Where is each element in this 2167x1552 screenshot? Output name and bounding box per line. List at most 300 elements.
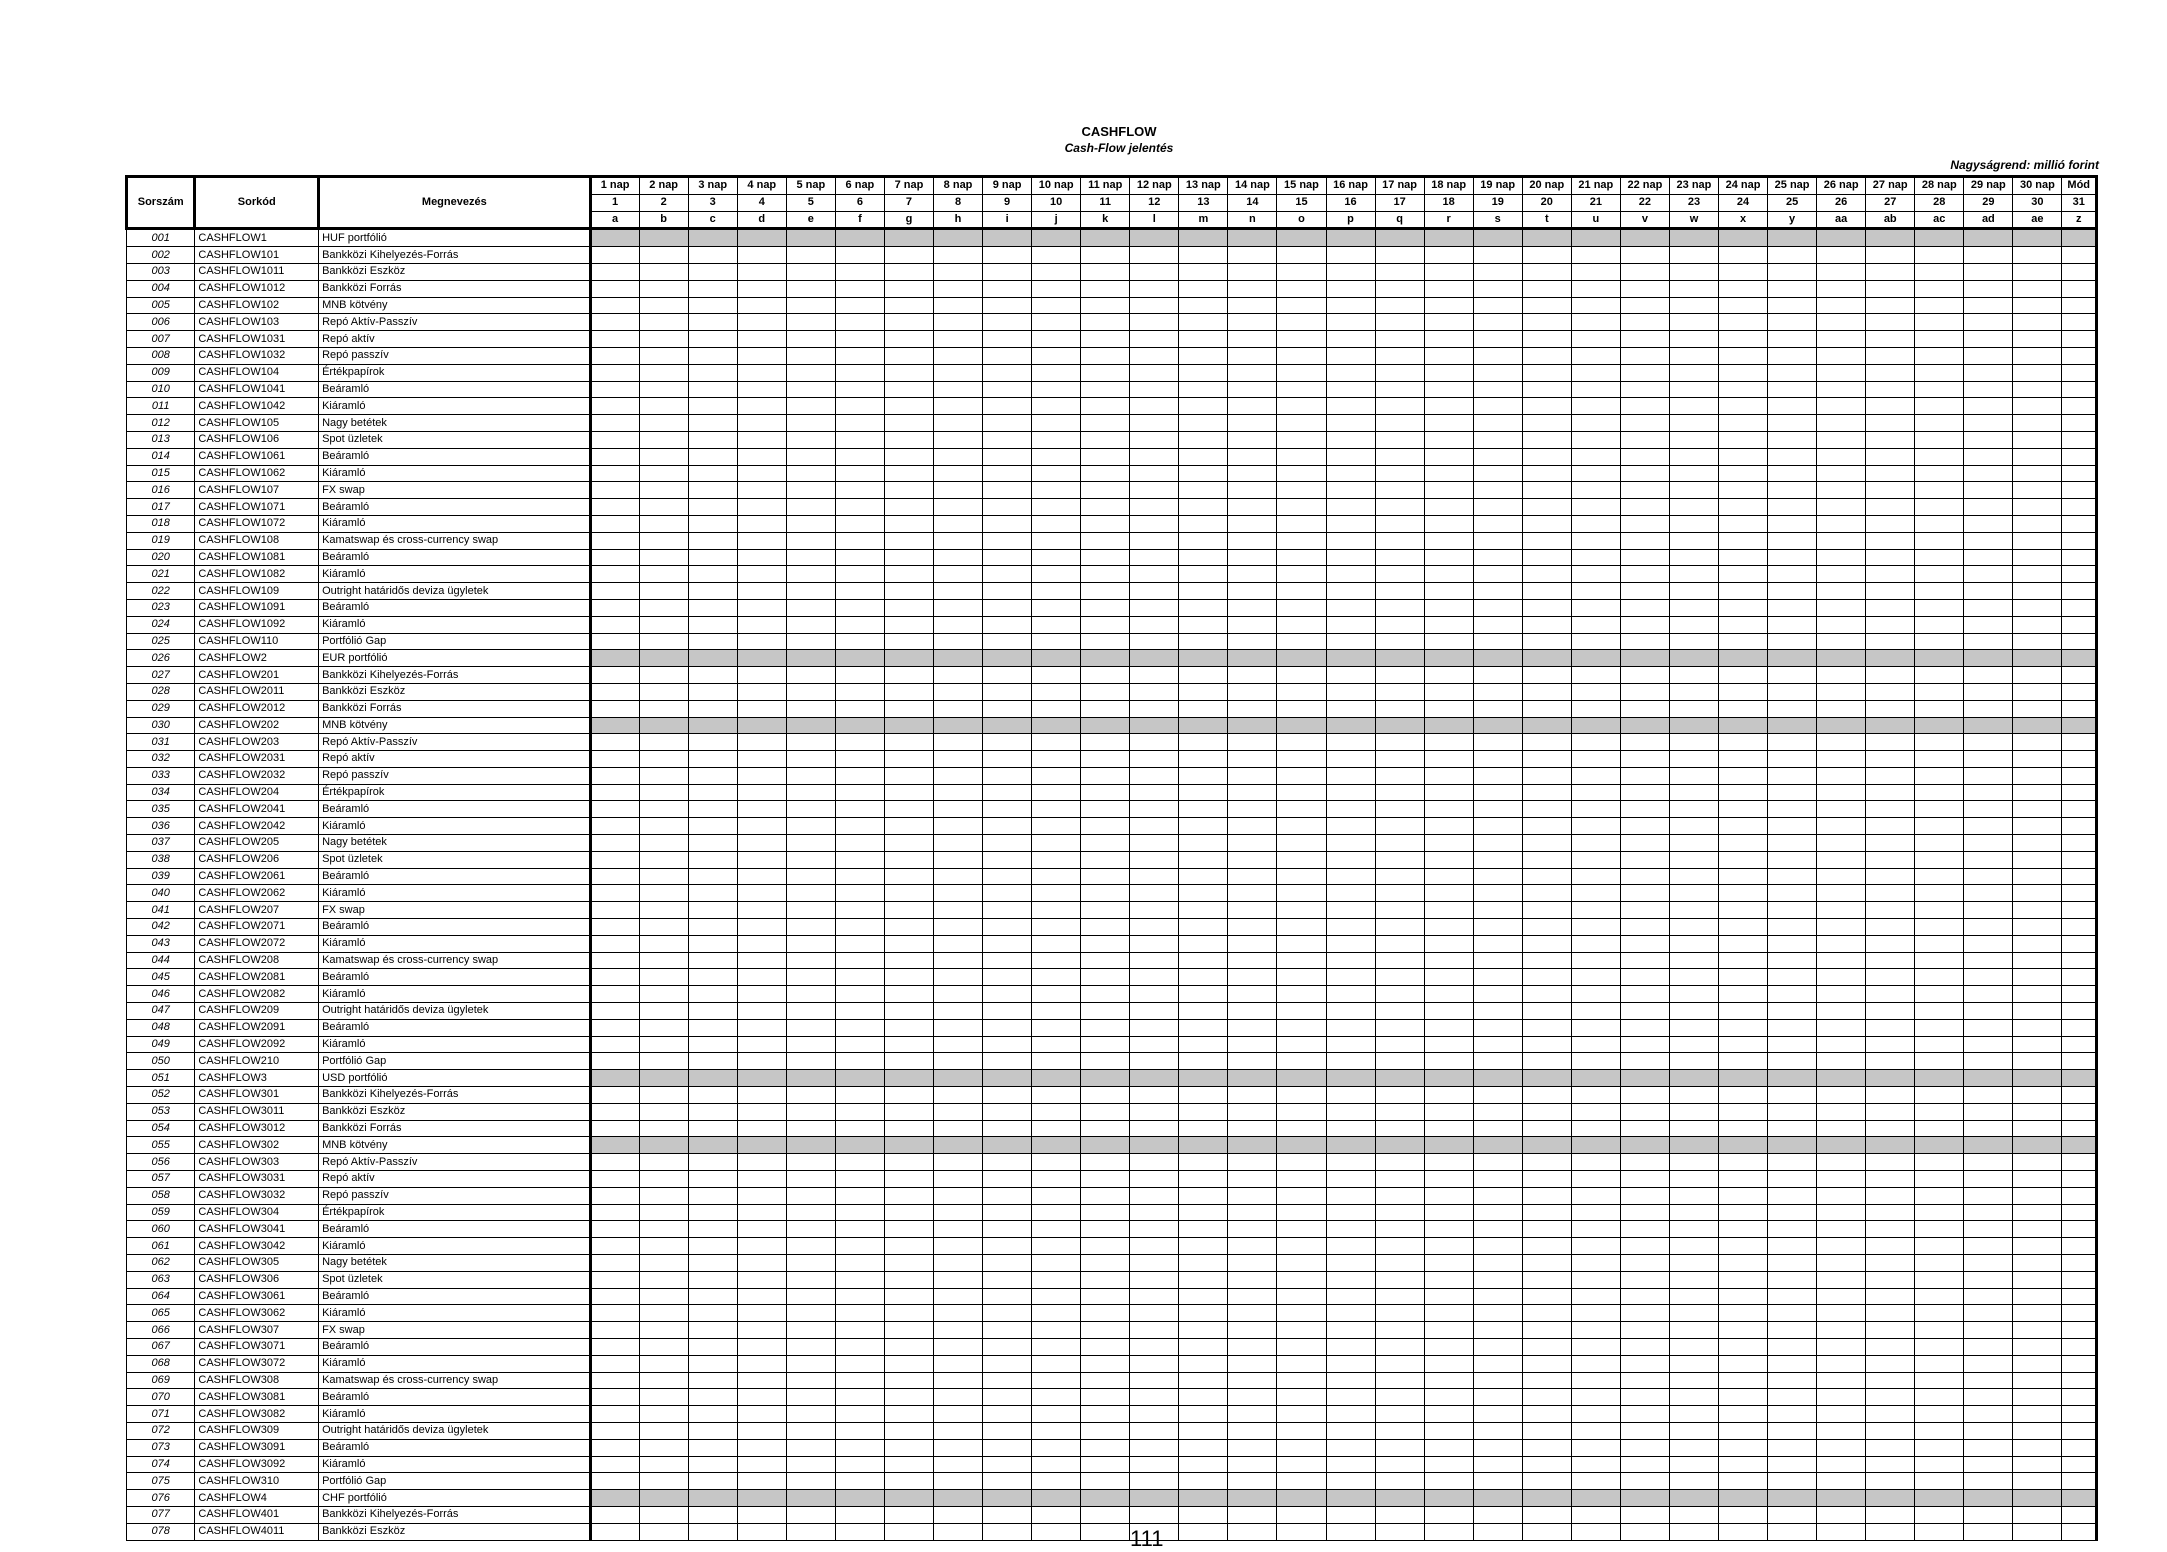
data-cell[interactable] — [1620, 919, 1669, 936]
data-cell[interactable] — [1130, 835, 1179, 852]
data-cell[interactable] — [1081, 1473, 1130, 1490]
data-cell[interactable] — [835, 331, 884, 348]
data-cell[interactable] — [737, 818, 786, 835]
data-cell[interactable] — [2013, 969, 2062, 986]
data-cell[interactable] — [1424, 431, 1473, 448]
data-cell[interactable] — [1817, 415, 1866, 432]
data-cell[interactable] — [786, 1372, 835, 1389]
data-cell[interactable] — [688, 1305, 737, 1322]
data-cell[interactable] — [1817, 1305, 1866, 1322]
data-cell[interactable] — [983, 784, 1032, 801]
data-cell[interactable] — [2062, 263, 2097, 280]
data-cell[interactable] — [786, 1053, 835, 1070]
data-cell[interactable] — [1179, 1171, 1228, 1188]
data-cell[interactable] — [1081, 1389, 1130, 1406]
data-cell[interactable] — [1130, 280, 1179, 297]
data-cell[interactable] — [1571, 499, 1620, 516]
data-cell[interactable] — [1669, 1355, 1718, 1372]
data-cell[interactable] — [1473, 1221, 1522, 1238]
data-cell[interactable] — [1326, 415, 1375, 432]
data-cell[interactable] — [1081, 1456, 1130, 1473]
data-cell[interactable] — [1571, 969, 1620, 986]
data-cell[interactable] — [1473, 1070, 1522, 1087]
data-cell[interactable] — [835, 247, 884, 264]
data-cell[interactable] — [1081, 532, 1130, 549]
data-cell[interactable] — [1424, 1036, 1473, 1053]
data-cell[interactable] — [1326, 1003, 1375, 1020]
data-cell[interactable] — [737, 616, 786, 633]
data-cell[interactable] — [2013, 784, 2062, 801]
data-cell[interactable] — [1571, 1087, 1620, 1104]
data-cell[interactable] — [835, 280, 884, 297]
data-cell[interactable] — [1130, 1389, 1179, 1406]
data-cell[interactable] — [1768, 1338, 1817, 1355]
data-cell[interactable] — [884, 364, 933, 381]
data-cell[interactable] — [1964, 1389, 2013, 1406]
data-cell[interactable] — [1866, 499, 1915, 516]
data-cell[interactable] — [1522, 1070, 1571, 1087]
data-cell[interactable] — [1817, 935, 1866, 952]
data-cell[interactable] — [1277, 347, 1326, 364]
data-cell[interactable] — [1081, 1238, 1130, 1255]
data-cell[interactable] — [1669, 616, 1718, 633]
data-cell[interactable] — [1375, 1305, 1424, 1322]
data-cell[interactable] — [1669, 1087, 1718, 1104]
data-cell[interactable] — [1522, 599, 1571, 616]
data-cell[interactable] — [1866, 599, 1915, 616]
data-cell[interactable] — [1130, 683, 1179, 700]
data-cell[interactable] — [1964, 1305, 2013, 1322]
data-cell[interactable] — [786, 364, 835, 381]
data-cell[interactable] — [934, 499, 983, 516]
data-cell[interactable] — [1571, 532, 1620, 549]
data-cell[interactable] — [590, 885, 639, 902]
data-cell[interactable] — [1375, 969, 1424, 986]
data-cell[interactable] — [2013, 482, 2062, 499]
data-cell[interactable] — [1375, 1137, 1424, 1154]
data-cell[interactable] — [1964, 297, 2013, 314]
data-cell[interactable] — [1228, 1338, 1277, 1355]
data-cell[interactable] — [1669, 902, 1718, 919]
data-cell[interactable] — [1228, 448, 1277, 465]
data-cell[interactable] — [786, 1087, 835, 1104]
data-cell[interactable] — [590, 868, 639, 885]
data-cell[interactable] — [1424, 1053, 1473, 1070]
data-cell[interactable] — [1032, 1187, 1081, 1204]
data-cell[interactable] — [590, 549, 639, 566]
data-cell[interactable] — [1768, 381, 1817, 398]
data-cell[interactable] — [2062, 851, 2097, 868]
data-cell[interactable] — [2062, 1322, 2097, 1339]
data-cell[interactable] — [934, 1103, 983, 1120]
data-cell[interactable] — [2013, 499, 2062, 516]
data-cell[interactable] — [590, 1137, 639, 1154]
data-cell[interactable] — [983, 1490, 1032, 1507]
data-cell[interactable] — [1522, 1422, 1571, 1439]
data-cell[interactable] — [1719, 767, 1768, 784]
data-cell[interactable] — [1620, 1506, 1669, 1523]
data-cell[interactable] — [1768, 902, 1817, 919]
data-cell[interactable] — [1964, 599, 2013, 616]
data-cell[interactable] — [1277, 818, 1326, 835]
data-cell[interactable] — [884, 683, 933, 700]
data-cell[interactable] — [1522, 347, 1571, 364]
data-cell[interactable] — [1571, 885, 1620, 902]
data-cell[interactable] — [1277, 667, 1326, 684]
data-cell[interactable] — [1375, 1154, 1424, 1171]
data-cell[interactable] — [1964, 751, 2013, 768]
data-cell[interactable] — [1866, 751, 1915, 768]
data-cell[interactable] — [1130, 1439, 1179, 1456]
data-cell[interactable] — [1964, 969, 2013, 986]
data-cell[interactable] — [1866, 1439, 1915, 1456]
data-cell[interactable] — [835, 1406, 884, 1423]
data-cell[interactable] — [2062, 280, 2097, 297]
data-cell[interactable] — [1669, 835, 1718, 852]
data-cell[interactable] — [590, 515, 639, 532]
data-cell[interactable] — [1130, 515, 1179, 532]
data-cell[interactable] — [639, 885, 688, 902]
data-cell[interactable] — [1719, 1338, 1768, 1355]
data-cell[interactable] — [835, 935, 884, 952]
data-cell[interactable] — [1032, 835, 1081, 852]
data-cell[interactable] — [1277, 1154, 1326, 1171]
data-cell[interactable] — [1571, 801, 1620, 818]
data-cell[interactable] — [1326, 1322, 1375, 1339]
data-cell[interactable] — [1866, 1137, 1915, 1154]
data-cell[interactable] — [1032, 415, 1081, 432]
data-cell[interactable] — [983, 381, 1032, 398]
data-cell[interactable] — [639, 919, 688, 936]
data-cell[interactable] — [1375, 1087, 1424, 1104]
data-cell[interactable] — [590, 1305, 639, 1322]
data-cell[interactable] — [1522, 1456, 1571, 1473]
data-cell[interactable] — [884, 1490, 933, 1507]
data-cell[interactable] — [1817, 381, 1866, 398]
data-cell[interactable] — [1620, 1255, 1669, 1272]
data-cell[interactable] — [1571, 297, 1620, 314]
data-cell[interactable] — [1571, 1271, 1620, 1288]
data-cell[interactable] — [884, 885, 933, 902]
data-cell[interactable] — [1277, 683, 1326, 700]
data-cell[interactable] — [1130, 1120, 1179, 1137]
data-cell[interactable] — [934, 1372, 983, 1389]
data-cell[interactable] — [590, 1221, 639, 1238]
data-cell[interactable] — [2013, 1238, 2062, 1255]
data-cell[interactable] — [1669, 347, 1718, 364]
data-cell[interactable] — [1473, 431, 1522, 448]
data-cell[interactable] — [1326, 902, 1375, 919]
data-cell[interactable] — [1032, 1473, 1081, 1490]
data-cell[interactable] — [786, 1238, 835, 1255]
data-cell[interactable] — [1817, 1036, 1866, 1053]
data-cell[interactable] — [1620, 415, 1669, 432]
data-cell[interactable] — [1522, 549, 1571, 566]
data-cell[interactable] — [1179, 683, 1228, 700]
data-cell[interactable] — [1424, 331, 1473, 348]
data-cell[interactable] — [1375, 734, 1424, 751]
data-cell[interactable] — [1915, 633, 1964, 650]
data-cell[interactable] — [1130, 599, 1179, 616]
data-cell[interactable] — [688, 717, 737, 734]
data-cell[interactable] — [1081, 902, 1130, 919]
data-cell[interactable] — [786, 1389, 835, 1406]
data-cell[interactable] — [835, 1456, 884, 1473]
data-cell[interactable] — [1768, 280, 1817, 297]
data-cell[interactable] — [1424, 1523, 1473, 1540]
data-cell[interactable] — [884, 263, 933, 280]
data-cell[interactable] — [639, 1238, 688, 1255]
data-cell[interactable] — [1768, 1103, 1817, 1120]
data-cell[interactable] — [1571, 1490, 1620, 1507]
data-cell[interactable] — [1032, 1271, 1081, 1288]
data-cell[interactable] — [1817, 549, 1866, 566]
data-cell[interactable] — [1915, 1506, 1964, 1523]
data-cell[interactable] — [737, 263, 786, 280]
data-cell[interactable] — [688, 1019, 737, 1036]
data-cell[interactable] — [1032, 1087, 1081, 1104]
data-cell[interactable] — [835, 952, 884, 969]
data-cell[interactable] — [1866, 986, 1915, 1003]
data-cell[interactable] — [1277, 364, 1326, 381]
data-cell[interactable] — [688, 297, 737, 314]
data-cell[interactable] — [1228, 1221, 1277, 1238]
data-cell[interactable] — [1179, 229, 1228, 247]
data-cell[interactable] — [1719, 986, 1768, 1003]
data-cell[interactable] — [835, 515, 884, 532]
data-cell[interactable] — [590, 1523, 639, 1540]
data-cell[interactable] — [1669, 515, 1718, 532]
data-cell[interactable] — [2013, 1523, 2062, 1540]
data-cell[interactable] — [1571, 398, 1620, 415]
data-cell[interactable] — [1130, 314, 1179, 331]
data-cell[interactable] — [934, 952, 983, 969]
data-cell[interactable] — [835, 969, 884, 986]
data-cell[interactable] — [983, 532, 1032, 549]
data-cell[interactable] — [1130, 1238, 1179, 1255]
data-cell[interactable] — [639, 1372, 688, 1389]
data-cell[interactable] — [1571, 1305, 1620, 1322]
data-cell[interactable] — [1620, 1154, 1669, 1171]
data-cell[interactable] — [1326, 986, 1375, 1003]
data-cell[interactable] — [1768, 1473, 1817, 1490]
data-cell[interactable] — [737, 1355, 786, 1372]
data-cell[interactable] — [1424, 633, 1473, 650]
data-cell[interactable] — [1032, 263, 1081, 280]
data-cell[interactable] — [1375, 515, 1424, 532]
data-cell[interactable] — [639, 616, 688, 633]
data-cell[interactable] — [1473, 583, 1522, 600]
data-cell[interactable] — [1081, 1506, 1130, 1523]
data-cell[interactable] — [884, 633, 933, 650]
data-cell[interactable] — [1473, 969, 1522, 986]
data-cell[interactable] — [1424, 297, 1473, 314]
data-cell[interactable] — [1130, 482, 1179, 499]
data-cell[interactable] — [1620, 364, 1669, 381]
data-cell[interactable] — [688, 633, 737, 650]
data-cell[interactable] — [884, 1137, 933, 1154]
data-cell[interactable] — [1228, 599, 1277, 616]
data-cell[interactable] — [1130, 566, 1179, 583]
data-cell[interactable] — [1915, 347, 1964, 364]
data-cell[interactable] — [688, 247, 737, 264]
data-cell[interactable] — [688, 1271, 737, 1288]
data-cell[interactable] — [786, 1036, 835, 1053]
data-cell[interactable] — [2013, 667, 2062, 684]
data-cell[interactable] — [2062, 247, 2097, 264]
data-cell[interactable] — [1915, 952, 1964, 969]
data-cell[interactable] — [1866, 1003, 1915, 1020]
data-cell[interactable] — [934, 566, 983, 583]
data-cell[interactable] — [1817, 700, 1866, 717]
data-cell[interactable] — [884, 1406, 933, 1423]
data-cell[interactable] — [2013, 1288, 2062, 1305]
data-cell[interactable] — [590, 616, 639, 633]
data-cell[interactable] — [1620, 1288, 1669, 1305]
data-cell[interactable] — [1571, 482, 1620, 499]
data-cell[interactable] — [1277, 1036, 1326, 1053]
data-cell[interactable] — [737, 885, 786, 902]
data-cell[interactable] — [2013, 1255, 2062, 1272]
data-cell[interactable] — [1228, 734, 1277, 751]
data-cell[interactable] — [786, 851, 835, 868]
data-cell[interactable] — [1817, 868, 1866, 885]
data-cell[interactable] — [1424, 1271, 1473, 1288]
data-cell[interactable] — [786, 1288, 835, 1305]
data-cell[interactable] — [2013, 1490, 2062, 1507]
data-cell[interactable] — [2062, 650, 2097, 667]
data-cell[interactable] — [1817, 1288, 1866, 1305]
data-cell[interactable] — [1424, 448, 1473, 465]
data-cell[interactable] — [1179, 431, 1228, 448]
data-cell[interactable] — [1768, 851, 1817, 868]
data-cell[interactable] — [1866, 1456, 1915, 1473]
data-cell[interactable] — [1179, 1305, 1228, 1322]
data-cell[interactable] — [1179, 347, 1228, 364]
data-cell[interactable] — [1719, 667, 1768, 684]
data-cell[interactable] — [1326, 1255, 1375, 1272]
data-cell[interactable] — [1719, 868, 1768, 885]
data-cell[interactable] — [1768, 448, 1817, 465]
data-cell[interactable] — [1424, 952, 1473, 969]
data-cell[interactable] — [1817, 801, 1866, 818]
data-cell[interactable] — [590, 919, 639, 936]
data-cell[interactable] — [639, 1187, 688, 1204]
data-cell[interactable] — [1473, 1120, 1522, 1137]
data-cell[interactable] — [2013, 1003, 2062, 1020]
data-cell[interactable] — [1964, 364, 2013, 381]
data-cell[interactable] — [835, 1053, 884, 1070]
data-cell[interactable] — [1964, 247, 2013, 264]
data-cell[interactable] — [1228, 1305, 1277, 1322]
data-cell[interactable] — [1473, 902, 1522, 919]
data-cell[interactable] — [1620, 1271, 1669, 1288]
data-cell[interactable] — [1326, 969, 1375, 986]
data-cell[interactable] — [1522, 482, 1571, 499]
data-cell[interactable] — [1424, 784, 1473, 801]
data-cell[interactable] — [1375, 667, 1424, 684]
data-cell[interactable] — [1424, 1355, 1473, 1372]
data-cell[interactable] — [786, 818, 835, 835]
data-cell[interactable] — [1473, 297, 1522, 314]
data-cell[interactable] — [1915, 331, 1964, 348]
data-cell[interactable] — [737, 247, 786, 264]
data-cell[interactable] — [983, 263, 1032, 280]
data-cell[interactable] — [835, 1070, 884, 1087]
data-cell[interactable] — [1571, 448, 1620, 465]
data-cell[interactable] — [1326, 1120, 1375, 1137]
data-cell[interactable] — [1424, 683, 1473, 700]
data-cell[interactable] — [1522, 1154, 1571, 1171]
data-cell[interactable] — [1032, 1422, 1081, 1439]
data-cell[interactable] — [1130, 868, 1179, 885]
data-cell[interactable] — [590, 583, 639, 600]
data-cell[interactable] — [1326, 1523, 1375, 1540]
data-cell[interactable] — [1081, 1271, 1130, 1288]
data-cell[interactable] — [1179, 633, 1228, 650]
data-cell[interactable] — [1032, 935, 1081, 952]
data-cell[interactable] — [1817, 1019, 1866, 1036]
data-cell[interactable] — [1130, 1255, 1179, 1272]
data-cell[interactable] — [1964, 767, 2013, 784]
data-cell[interactable] — [1130, 1187, 1179, 1204]
data-cell[interactable] — [1032, 986, 1081, 1003]
data-cell[interactable] — [1866, 818, 1915, 835]
data-cell[interactable] — [983, 599, 1032, 616]
data-cell[interactable] — [639, 952, 688, 969]
data-cell[interactable] — [983, 1523, 1032, 1540]
data-cell[interactable] — [1032, 1355, 1081, 1372]
data-cell[interactable] — [1277, 381, 1326, 398]
data-cell[interactable] — [688, 1154, 737, 1171]
data-cell[interactable] — [1669, 885, 1718, 902]
data-cell[interactable] — [1620, 885, 1669, 902]
data-cell[interactable] — [1228, 347, 1277, 364]
data-cell[interactable] — [786, 1137, 835, 1154]
data-cell[interactable] — [1817, 1322, 1866, 1339]
data-cell[interactable] — [934, 532, 983, 549]
data-cell[interactable] — [1228, 1255, 1277, 1272]
data-cell[interactable] — [835, 633, 884, 650]
data-cell[interactable] — [737, 1422, 786, 1439]
data-cell[interactable] — [1522, 667, 1571, 684]
data-cell[interactable] — [1817, 767, 1866, 784]
data-cell[interactable] — [786, 347, 835, 364]
data-cell[interactable] — [1473, 347, 1522, 364]
data-cell[interactable] — [1081, 331, 1130, 348]
data-cell[interactable] — [835, 398, 884, 415]
data-cell[interactable] — [737, 633, 786, 650]
data-cell[interactable] — [1081, 314, 1130, 331]
data-cell[interactable] — [1817, 263, 1866, 280]
data-cell[interactable] — [934, 616, 983, 633]
data-cell[interactable] — [934, 835, 983, 852]
data-cell[interactable] — [590, 1187, 639, 1204]
data-cell[interactable] — [688, 1490, 737, 1507]
data-cell[interactable] — [737, 1439, 786, 1456]
data-cell[interactable] — [1620, 1389, 1669, 1406]
data-cell[interactable] — [1277, 1288, 1326, 1305]
data-cell[interactable] — [1817, 1456, 1866, 1473]
data-cell[interactable] — [2062, 919, 2097, 936]
data-cell[interactable] — [1571, 952, 1620, 969]
data-cell[interactable] — [884, 650, 933, 667]
data-cell[interactable] — [639, 767, 688, 784]
data-cell[interactable] — [737, 1490, 786, 1507]
data-cell[interactable] — [639, 1171, 688, 1188]
data-cell[interactable] — [2013, 818, 2062, 835]
data-cell[interactable] — [884, 583, 933, 600]
